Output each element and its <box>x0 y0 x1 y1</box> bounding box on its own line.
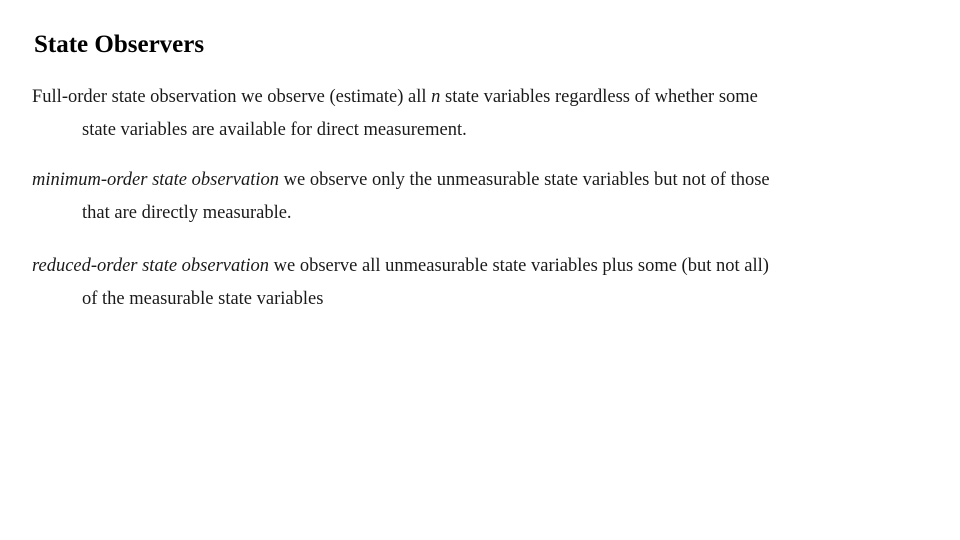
full-order-definition <box>32 81 912 147</box>
full-order-line-1 <box>32 81 912 114</box>
full-order-term: Full-order state observation <box>32 87 237 107</box>
n-variable: n <box>431 87 441 107</box>
reduced-order-definition <box>32 250 912 316</box>
minimum-order-term: minimum-order state observation <box>32 170 279 190</box>
minimum-order-line-2: that are directly measurable. <box>82 203 292 223</box>
reduced-order-term: reduced-order state observation <box>32 256 270 276</box>
reduced-order-text: we observe all unmeasurable state variables plus some (but not all) <box>269 256 769 276</box>
reduced-order-line-1 <box>32 250 912 283</box>
slide-title: State Observers <box>34 31 205 58</box>
full-order-text-a: we observe (estimate) all <box>236 87 432 107</box>
minimum-order-definition <box>32 164 912 230</box>
full-order-line-2: state variables are available for direct measurement. <box>82 120 467 140</box>
full-order-text-b: state variables regardless of whether some <box>440 87 758 107</box>
minimum-order-line-1 <box>32 164 912 197</box>
minimum-order-text: we observe only the unmeasurable state variables but not of those <box>279 170 770 190</box>
reduced-order-line-2: of the measurable state variables <box>82 289 324 309</box>
